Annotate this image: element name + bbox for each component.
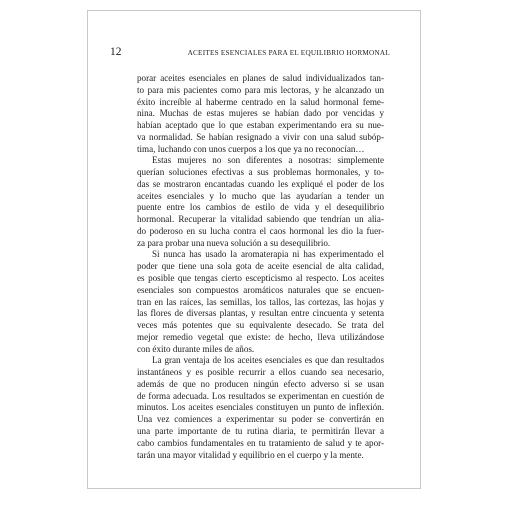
paragraph [137,155,384,249]
paragraph [137,249,384,355]
text-line: va normalidad. Se habían resignado a vivir con una salud subóp- [137,131,384,142]
text-line: La gran ventaja de los aceites esenciales es que dan resultados [152,355,384,366]
text-line: además de que no producen ningún efecto adverso si se usan [137,378,384,389]
text-line: las flores de diversas plantas, y resultan entre cincuenta y setenta [137,308,384,319]
text-line: querían soluciones efectivas a sus problemas hormonales, y to- [137,167,384,178]
text-line: za para probar una nueva solución a su desequilibrio. [137,237,331,248]
text-line: mejor remedio vegetal que existe: de hecho, lleva utilizándose [137,331,384,342]
body-text [137,73,384,461]
text-line: minutos. Los aceites esenciales constituyen un punto de inflexión. [137,402,384,413]
text-line: Si nunca has usado la aromaterapia ni has experimentado el [152,249,384,260]
text-line: tran en las raíces, las semillas, los tallos, las cortezas, las hojas y [137,296,384,307]
page-header [110,45,390,59]
page-number: 12 [110,46,122,58]
text-line: con éxito durante miles de años. [137,343,255,354]
text-line: Estas mujeres no son diferentes a nosotras: simplemente [152,155,384,166]
text-line: tima, luchando con unos cuerpos a los que ya no reconocían… [137,143,365,154]
text-line: puente entre los cambios de estilo de vida y el desequilibrio [137,202,384,213]
running-head: ACEITES ESENCIALES PARA EL EQUILIBRIO HORMONAL [187,49,390,57]
text-line: éxito increíble al haberme centrado en la salud hormonal feme- [137,96,384,107]
text-line: habían aceptado que lo que estaban experimentando era su nue- [137,120,384,131]
text-line: tarán una mayor vitalidad y equilibrio en el cuerpo y la mente. [137,449,364,460]
text-line: esenciales son compuestos aromáticos naturales que se encuen- [137,284,384,295]
text-line: poder que tiene una sola gota de aceite esencial de alta calidad, [137,261,384,272]
paragraph [137,355,384,461]
text-line: veces más potentes que su equivalente desecado. Se trata del [137,320,384,331]
text-line: hormonal. Recuperar la vitalidad sabiendo que tendrían un alia- [137,214,384,225]
text-line: instantáneos y es posible recurrir a ellos cuando sea necesario, [137,367,384,378]
text-line: to para mis pacientes como para mis lectoras, y he alcanzado un [137,84,384,95]
text-line: cabo cambios fundamentales en tu tratamiento de salud y te apor- [137,437,384,448]
text-line: aceites esenciales y lo mucho que las ayudarían a tender un [137,190,384,201]
text-line: do poderoso en su lucha contra el caos hormonal les dio la fuer- [137,225,384,236]
book-page [87,10,421,489]
text-line: das se mostraron encantadas cuando les expliqué el poder de los [137,178,384,189]
paragraph [137,73,384,155]
text-line: Una vez comiences a experimentar su poder se convertirán en [137,414,384,425]
text-line: una parte importante de tu rutina diaria, te permitirán llevar a [137,425,384,436]
text-line: es posible que tengas cierto escepticismo al respecto. Los aceites [137,273,384,284]
text-line: porar aceites esenciales en planes de salud individualizados tan- [137,73,384,83]
text-line: de forma adecuada. Los resultados se experimentan en cuestión de [137,390,384,401]
text-line: nina. Muchas de estas mujeres se habían dado por vencidas y [137,108,384,119]
